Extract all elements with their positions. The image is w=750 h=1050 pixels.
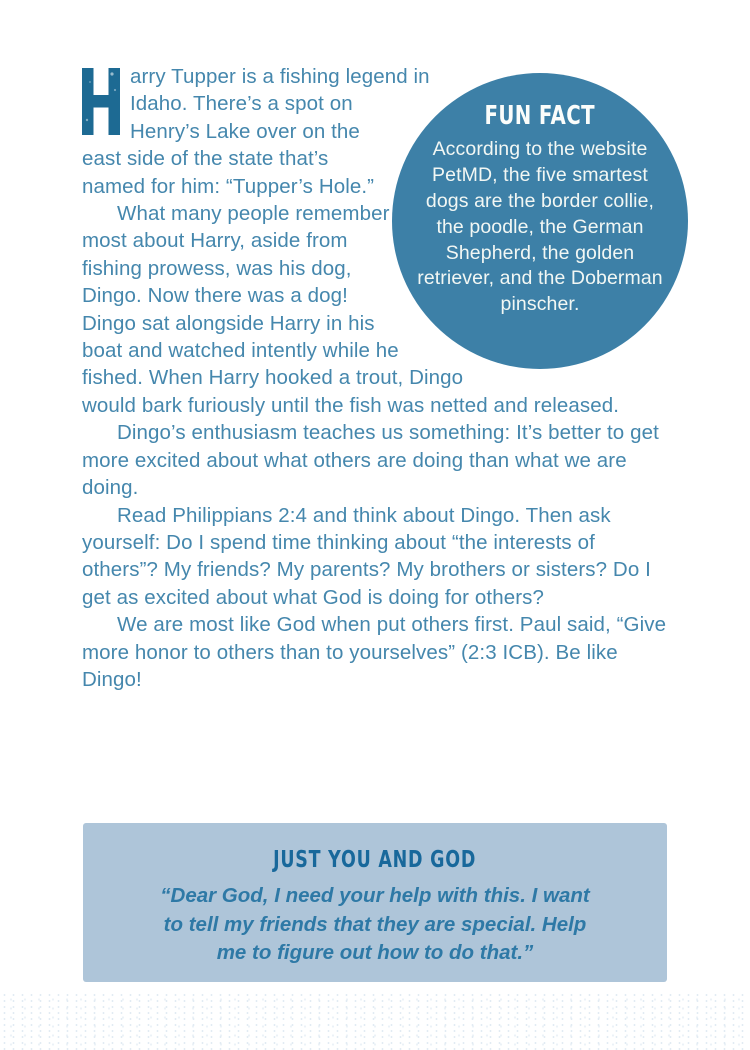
- fun-fact-text: According to the website PetMD, the five smartest dogs are the border collie, the poodle, the German Shepherd, the golden retriever, and the Doberman pinscher.: [417, 138, 663, 316]
- fun-fact-title-text: FUN FACT: [484, 101, 596, 131]
- paragraph-3: Dingo’s enthusiasm teaches us something: It’s better to get more excited about what others are doing than what we are doing.: [82, 421, 659, 500]
- paragraph-5: We are most like God when put others first. Paul said, “Give more honor to others than to yourselves” (2:3 ICB). Be like Dingo!: [82, 613, 667, 691]
- fun-fact-circle: [392, 73, 688, 369]
- prayer-box: [83, 823, 667, 982]
- prayer-box-title: [83, 847, 667, 873]
- paper-texture: [0, 992, 750, 1050]
- paragraph-4: Read Philippians 2:4 and think about Dingo. Then ask yourself: Do I spend time thinking about “the interests of others”? My friends? My parents? My brothers or sisters? Do I get as excited about what God is doing for others?: [82, 503, 651, 609]
- dropcap-letter-h: [82, 68, 120, 135]
- article-body: [82, 63, 672, 693]
- paragraph-2: What many people remember most about Harry, aside from fishing prowess, was his dog, Dingo. Now there was a dog! Dingo sat alongside Harry in his boat and watched intently while he fished. When Harry hooked a trout, Dingo would bark furiously until the fish was netted and released.: [82, 202, 620, 417]
- prayer-text: “Dear God, I need your help with this. I want to tell my friends that they are special. Help me to figure out how to do that.”: [160, 884, 590, 964]
- fun-fact-title: [392, 103, 688, 130]
- prayer-box-title-text: JUST YOU AND GOD: [273, 847, 477, 873]
- dropcap-h-glyph: [82, 68, 120, 135]
- paragraph-1-text: arry Tupper is a fishing legend in Idaho. There’s a spot on Henry’s Lake over on the east side of the state that’s named for him: “Tupper’s Hole.”: [82, 65, 430, 198]
